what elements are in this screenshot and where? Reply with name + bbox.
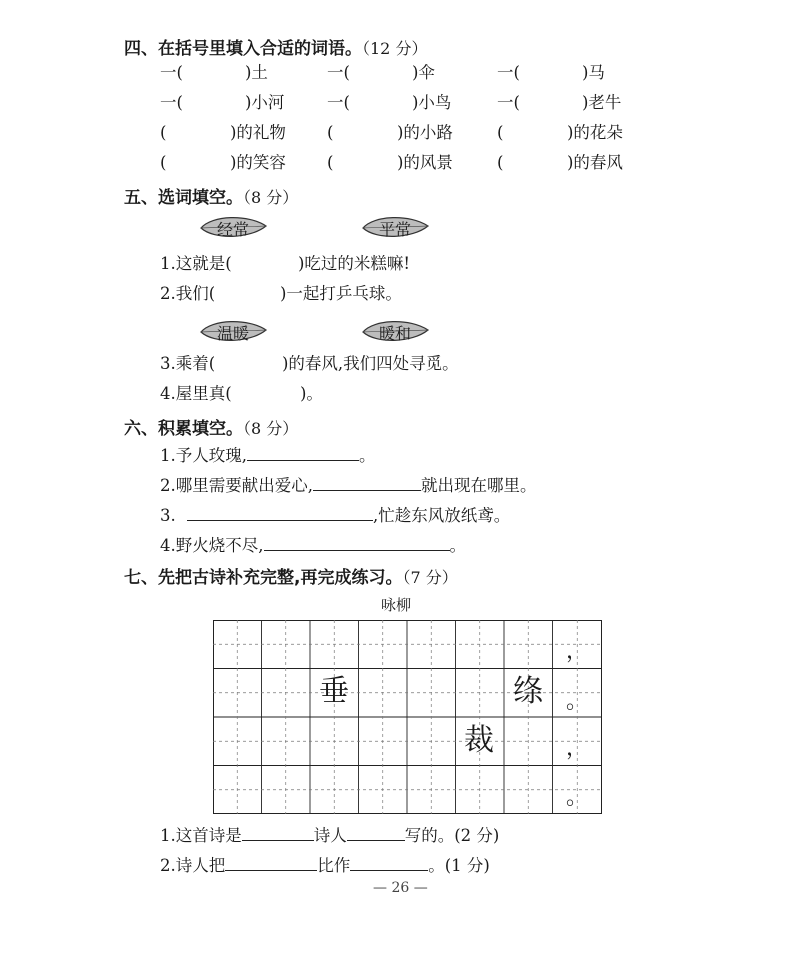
s4-r3c2-close: )的小路 <box>397 123 453 142</box>
s4-r3c3-close: )的花朵 <box>567 123 623 142</box>
section-4-heading <box>124 34 427 59</box>
s5-item4-b: )。 <box>300 384 323 403</box>
section-4-points: （12 分） <box>362 39 428 58</box>
s4-r4c2-open: ( <box>327 153 334 172</box>
s6-item1 <box>160 444 376 466</box>
s6-item2-suffix: 就出现在哪里。 <box>421 476 537 495</box>
s4-r3c3-open: ( <box>497 123 504 142</box>
poem-title: 咏柳 <box>381 596 412 614</box>
s6-item3-prefix: 3. <box>160 506 181 525</box>
blank-line[interactable] <box>313 474 421 491</box>
section-7-points: （7 分） <box>402 568 458 587</box>
section-7-heading <box>124 563 458 588</box>
leaf-word-1: 经常 <box>216 220 249 239</box>
section-5-heading <box>124 183 298 208</box>
s4-r2c3-close: )老牛 <box>582 93 622 112</box>
blank-line[interactable] <box>347 824 405 841</box>
leaf-word-card <box>198 316 268 346</box>
s5-item1-b: )吃过的米糕嘛! <box>298 254 411 273</box>
leaf-word-2: 平常 <box>378 220 411 239</box>
section-6-title: 六、积累填空。 <box>124 419 243 439</box>
s4-r1c2-open: 一( <box>327 63 350 82</box>
section-5-title: 五、选词填空。 <box>124 188 243 208</box>
s5-item1-a: 1.这就是( <box>160 254 232 273</box>
s4-r1c2-close: )伞 <box>412 63 435 82</box>
page-number: — 26 — <box>373 880 428 896</box>
s7-q1-a: 1.这首诗是 <box>160 826 242 845</box>
s6-item2-prefix: 2.哪里需要献出爱心, <box>160 476 313 495</box>
s4-r1c1-open: 一( <box>160 63 183 82</box>
s7-q1-c: 写的。(2 分) <box>404 826 500 845</box>
s6-item1-suffix: 。 <box>359 446 376 465</box>
s6-item4 <box>160 534 466 556</box>
s4-r4c3-close: )的春风 <box>567 153 623 172</box>
blank-line[interactable] <box>242 824 314 841</box>
s6-item1-prefix: 1.予人玫瑰, <box>160 446 247 465</box>
s5-item3-b: )的春风,我们四处寻觅。 <box>282 354 459 373</box>
section-5-points: （8 分） <box>243 188 299 207</box>
s4-r1c3-open: 一( <box>497 63 520 82</box>
s6-item4-prefix: 4.野火烧不尽, <box>160 536 264 555</box>
blank-line[interactable] <box>350 854 428 871</box>
blank-line[interactable] <box>187 504 373 521</box>
s4-r2c2-open: 一( <box>327 93 350 112</box>
s6-item3 <box>160 504 510 526</box>
s4-r3c1-close: )的礼物 <box>230 123 286 142</box>
s4-r4c2-close: )的风景 <box>397 153 453 172</box>
s4-r3c1-open: ( <box>160 123 167 142</box>
grid-char-3: 裁 <box>464 723 494 758</box>
s5-item3-a: 3.乘着( <box>160 354 216 373</box>
grid-punct-1: ， <box>565 639 588 664</box>
blank-line[interactable] <box>264 534 450 551</box>
leaf-word-4: 暖和 <box>378 324 411 343</box>
s4-r2c2-close: )小鸟 <box>412 93 452 112</box>
grid-punct-3: ， <box>565 736 588 761</box>
grid-char-2: 绦 <box>513 674 543 709</box>
s4-r2c3-open: 一( <box>497 93 520 112</box>
blank-line[interactable] <box>247 444 359 461</box>
section-7-title: 七、先把古诗补充完整,再完成练习。 <box>124 568 403 588</box>
s7-q1-b: 诗人 <box>313 826 347 845</box>
s4-r4c1-open: ( <box>160 153 167 172</box>
s7-q2 <box>160 854 490 876</box>
s4-r1c3-close: )马 <box>582 63 605 82</box>
leaf-word-card <box>360 316 430 346</box>
grid-punct-2: 。 <box>565 689 588 714</box>
section-6-points: （8 分） <box>243 419 299 438</box>
s7-q1 <box>160 824 499 846</box>
s6-item3-suffix: ,忙趁东风放纸鸢。 <box>373 506 511 525</box>
section-6-heading <box>124 414 298 439</box>
writing-grid <box>213 620 602 814</box>
s7-q2-a: 2.诗人把 <box>160 856 226 875</box>
s7-q2-b: 比作 <box>317 856 351 875</box>
s4-r4c1-close: )的笑容 <box>230 153 286 172</box>
s4-r2c1-open: 一( <box>160 93 183 112</box>
s5-item2-b: )一起打乒乓球。 <box>280 284 402 303</box>
tianzige-grid <box>213 620 602 814</box>
s4-r3c2-open: ( <box>327 123 334 142</box>
s6-item4-suffix: 。 <box>449 536 466 555</box>
s5-item2-a: 2.我们( <box>160 284 216 303</box>
grid-punct-4: 。 <box>565 785 588 810</box>
leaf-word-3: 温暖 <box>216 324 249 343</box>
s4-r4c3-open: ( <box>497 153 504 172</box>
grid-char-1: 垂 <box>319 674 349 709</box>
s6-item2 <box>160 474 537 496</box>
s4-r1c1-close: )土 <box>245 63 268 82</box>
s5-item4-a: 4.屋里真( <box>160 384 232 403</box>
section-4-title: 四、在括号里填入合适的词语。 <box>124 39 362 59</box>
s4-r2c1-close: )小河 <box>245 93 285 112</box>
blank-line[interactable] <box>225 854 317 871</box>
s7-q2-c: 。(1 分) <box>428 856 490 875</box>
leaf-word-card <box>198 212 268 242</box>
leaf-word-card <box>360 212 430 242</box>
